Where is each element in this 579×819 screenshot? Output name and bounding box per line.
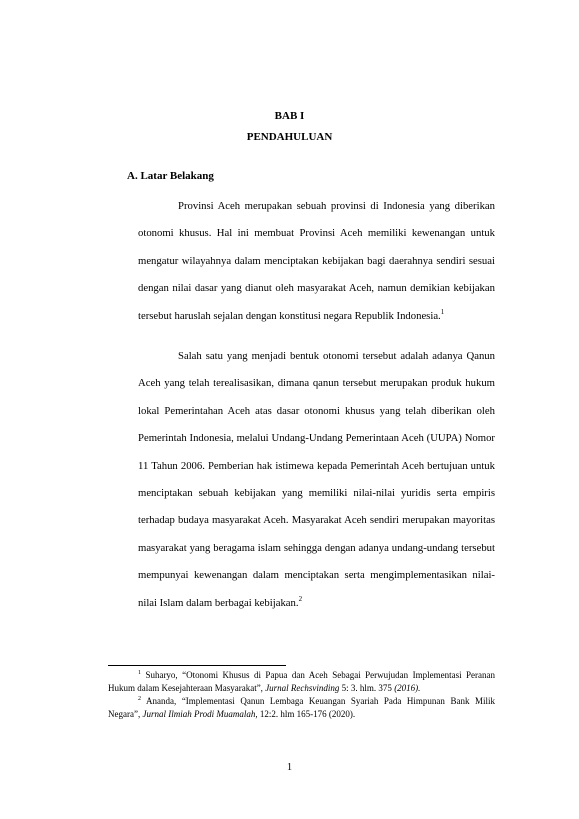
- chapter-title: PENDAHULUAN: [246, 131, 333, 143]
- paragraph-2-text: Salah satu yang menjadi bentuk otonomi tersebut adalah adanya Qanun Aceh yang telah terealisasikan, dimana qanun tersebut merupakan produk hukum lokal Pemerintahan Aceh atas dasar otonomi khusus yang telah diberikan oleh Pemerintah Indonesia, melalui Undang-Undang Pemerintaan Aceh (UUPA) Nomor 11 Tahun 2006. Pemberian hak istimewa kepada Pemerintah Aceh bertujuan untuk menciptakan sebuah kebijakan yang memiliki nilai-nilai yuridis serta empiris terhadap budaya masyarakat Aceh. Masyarakat Aceh sendiri merupakan mayoritas masyarakat yang beragama islam sehingga dengan adanya undang-undang tersebut mempunyai kewenangan dalam menciptakan serta mengimplementasikan nilai-nilai Islam dalam berbagai kebijakan.: [138, 350, 495, 609]
- footnote-text: 5: 3. hlm. 375: [339, 683, 395, 693]
- footnote-1: [108, 669, 495, 695]
- paragraph-1: [138, 193, 495, 330]
- footnote-2: [108, 695, 495, 721]
- page-number: 1: [286, 762, 293, 773]
- footnote-ref-1: 1: [440, 307, 445, 316]
- footnote-number: 2: [138, 696, 141, 702]
- footnote-number: 1: [138, 670, 141, 676]
- footnote-separator: [108, 665, 286, 666]
- footnote-year: (2016).: [394, 683, 421, 693]
- footnote-text: 12:2. hlm 165-176 (2020).: [257, 709, 356, 719]
- footnote-journal: Jurnal Rechsvinding: [265, 683, 340, 693]
- footnote-journal: Jurnal Ilmiah Prodi Muamalah,: [142, 709, 258, 719]
- paragraph-2: [138, 343, 495, 617]
- chapter-number: BAB I: [274, 110, 305, 122]
- footnote-ref-2: 2: [298, 594, 303, 603]
- paragraph-1-text: Provinsi Aceh merupakan sebuah provinsi di Indonesia yang diberikan otonomi khusus. Hal ini membuat Provinsi Aceh memiliki kewenangan untuk mengatur wilayahnya dalam menciptakan kebijakan bagi daerahnya sendiri sesuai dengan nilai dasar yang dianut oleh masyarakat Aceh, namun demikian kebijakan tersebut haruslah sejalan dengan konstitusi negara Republik Indonesia.: [138, 200, 495, 322]
- section-heading: A. Latar Belakang: [127, 170, 214, 182]
- footnote-text: Suharyo, “Otonomi Khusus di Papua dan Aceh Sebagai Perwujudan Implementasi Peranan Hukum dalam Kesejahteraan Masyarakat”,: [108, 670, 495, 693]
- footnote-text: Ananda, “Implementasi Qanun Lembaga Keuangan Syariah Pada Himpunan Bank Milik Negara”,: [108, 696, 495, 719]
- footnotes: [108, 669, 495, 721]
